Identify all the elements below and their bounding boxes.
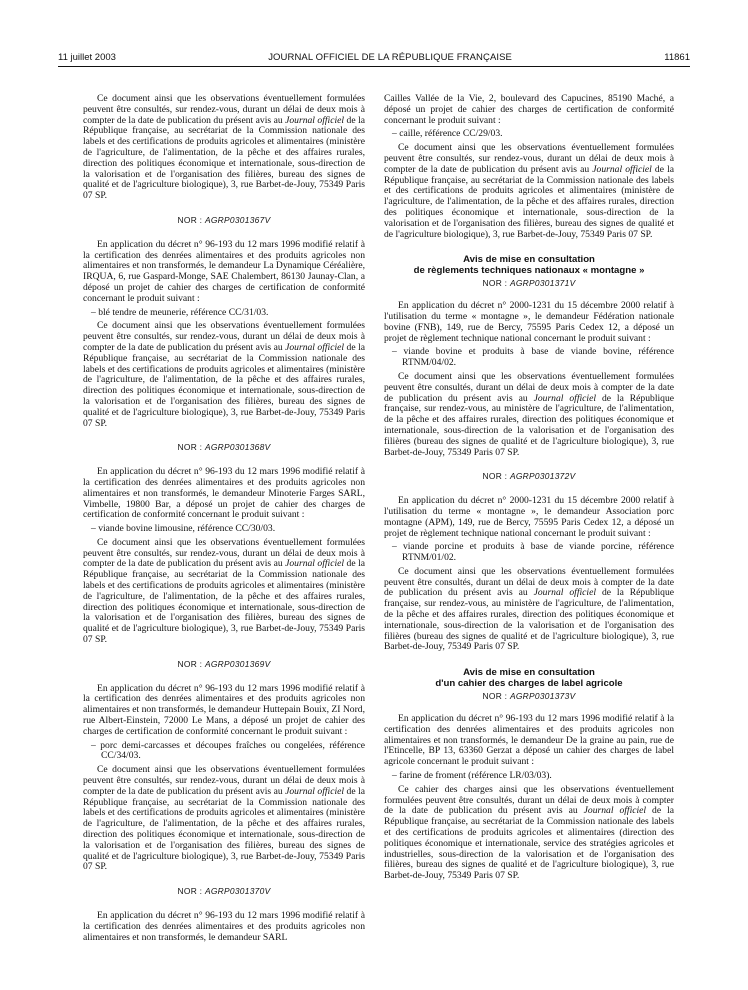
paragraph: Ce document ainsi que les observations éventuellement formulées peuvent être consultés, durant un délai de deux mois à compter de la date de publication du présent avis au Journal officiel de la République française, sur rendez-vous, au ministère de l'agriculture, de l'alimentation, de la pêche et des affaires rurales, direction des politiques économique et internationale, sous-direction de la valorisation et de l'organisation des filières (bureau des signes de qualité et de l'agriculture biologique), 3, rue Barbet-de-Jouy, 75349 Paris 07 SP. bbox=[384, 565, 675, 653]
page-number: 11861 bbox=[664, 51, 690, 63]
paragraph: Ce document ainsi que les observations éventuellement formulées peuvent être consultés, sur rendez-vous, durant un délai de deux mois à compter de la date de publication du présent avis au Journal officiel de la République française, au secrétariat de la Commission nationale des labels et des certifications de produits agricoles et alimentaires (ministère de l'agriculture, de l'alimentation, de la pêche et des affaires rurales, direction des politiques économique et internationale, sous-direction de la valorisation et de l'organisation des filières, bureau des signes de qualité et de l'agriculture biologique), 3, rue Barbet-de-Jouy, 75349 Paris 07 SP. bbox=[83, 536, 365, 646]
nor-code: AGRP0301368V bbox=[204, 442, 271, 453]
section-heading bbox=[384, 254, 674, 276]
nor-prefix: NOR : bbox=[482, 471, 508, 482]
heading-line: d'un cahier des charges de label agricole bbox=[435, 678, 623, 690]
section-heading bbox=[384, 667, 674, 689]
header-date: 11 juillet 2003 bbox=[58, 51, 116, 63]
nor-reference bbox=[83, 659, 365, 670]
heading-line: de règlements techniques nationaux « montagne » bbox=[413, 265, 645, 277]
nor-code: AGRP0301369V bbox=[204, 658, 271, 669]
paragraph: En application du décret n° 96-193 du 12 mars 1996 modifié relatif à la certification des denrées alimentaires et des produits agricoles non alimentaires et non transformés, le demandeur Huttepain Bouix, ZI Nord, rue Albert-Einstein, 72000 Le Mans, a déposé un projet de cahier des charges de certification de conformité concernant le produit suivant : bbox=[83, 682, 365, 737]
page-header bbox=[58, 50, 690, 64]
nor-code: AGRP0301367V bbox=[204, 214, 271, 225]
heading-line: Avis de mise en consultation bbox=[463, 254, 595, 266]
paragraph: Ce document ainsi que les observations éventuellement formulées peuvent être consultés, durant un délai de deux mois à compter de la date de publication du présent avis au Journal officiel de la République française, sur rendez-vous, au ministère de l'agriculture, de l'alimentation, de la pêche et des affaires rurales, direction des politiques économique et internationale, sous-direction de la valorisation et de l'organisation des filières (bureau des signes de qualité et de l'agriculture biologique), 3, rue Barbet-de-Jouy, 75349 Paris 07 SP. bbox=[384, 370, 675, 458]
nor-reference bbox=[384, 691, 674, 702]
paragraph: En application du décret n° 96-193 du 12 mars 1996 modifié relatif à la certification des denrées alimentaires et des produits agricoles non alimentaires et non transformés, le demandeur SARL bbox=[83, 910, 365, 943]
nor-prefix: NOR : bbox=[482, 278, 508, 289]
list-item: – viande bovine et produits à base de viande bovine, référence RTNM/04/02. bbox=[392, 346, 674, 369]
list-item: – farine de froment (référence LR/03/03). bbox=[392, 770, 552, 782]
list-item: – caille, référence CC/29/03. bbox=[392, 128, 503, 140]
nor-prefix: NOR : bbox=[482, 691, 508, 702]
paragraph: En application du décret n° 96-193 du 12 mars 1996 modifié relatif à la certification des denrées alimentaires et des produits agricoles non alimentaires et non transformés, le demandeur Minoterie Farges SARL, Vimbelle, 19800 Bar, a déposé un projet de cahier des charges de certification de conformité concernant le produit suivant : bbox=[83, 466, 365, 521]
paragraph: Ce cahier des charges ainsi que les observations éventuellement formulées peuvent être consultés, durant un délai de deux mois à compter de la date de publication du présent avis au Journal officiel de la République française, au secrétariat de la Commission nationale des labels et des certifications de produits agricoles et alimentaires (direction des politiques économique et internationale, service des stratégies agricoles et industrielles, sous-direction de la valorisation et de l'organisation des filières, bureau des signes de qualité et de l'agriculture biologique), 3, rue Barbet-de-Jouy, 75349 Paris 07 SP. bbox=[384, 783, 674, 882]
paragraph: Cailles Vallée de la Vie, 2, boulevard des Capucines, 85190 Maché, a déposé un projet de cahier des charges de certification de conformité concernant le produit suivant : bbox=[384, 93, 674, 126]
nor-reference bbox=[384, 471, 674, 482]
right-column bbox=[384, 94, 674, 885]
nor-prefix: NOR : bbox=[177, 442, 203, 453]
heading-line: Avis de mise en consultation bbox=[463, 667, 595, 679]
paragraph: Ce document ainsi que les observations éventuellement formulées peuvent être consultés, sur rendez-vous, durant un délai de deux mois à compter de la date de publication du présent avis au Journal officiel de la République française, au secrétariat de la Commission nationale des labels et des certifications de produits agricoles et alimentaires (ministère de l'agriculture, de l'alimentation, de la pêche et des affaires rurales, direction des politiques économique et internationale, sous-direction de la valorisation et de l'organisation des filières, bureau des signes de qualité et de l'agriculture biologique), 3, rue Barbet-de-Jouy, 75349 Paris 07 SP. bbox=[384, 142, 674, 240]
list-item: – porc demi-carcasses et découpes fraîches ou congelées, référence CC/34/03. bbox=[91, 739, 365, 762]
nor-code: AGRP0301372V bbox=[509, 471, 576, 482]
list-item: – blé tendre de meunerie, référence CC/31/03. bbox=[91, 306, 269, 318]
left-column bbox=[83, 94, 365, 946]
list-item: – viande bovine limousine, référence CC/30/03. bbox=[91, 523, 276, 535]
nor-reference bbox=[83, 442, 365, 453]
nor-prefix: NOR : bbox=[177, 658, 203, 669]
paragraph: Ce document ainsi que les observations éventuellement formulées peuvent être consultés, sur rendez-vous, durant un délai de deux mois à compter de la date de publication du présent avis au Journal officiel de la République française, au secrétariat de la Commission nationale des labels et des certifications de produits agricoles et alimentaires (ministère de l'agriculture, de l'alimentation, de la pêche et des affaires rurales, direction des politiques économique et internationale, sous-direction de la valorisation et de l'organisation des filières, bureau des signes de qualité et de l'agriculture biologique), 3, rue Barbet-de-Jouy, 75349 Paris 07 SP. bbox=[83, 93, 365, 202]
nor-prefix: NOR : bbox=[177, 886, 203, 897]
nor-code: AGRP0301371V bbox=[509, 278, 576, 289]
nor-code: AGRP0301373V bbox=[509, 691, 576, 702]
nor-reference bbox=[83, 215, 365, 226]
header-rule bbox=[58, 66, 690, 67]
paragraph: En application du décret n° 2000-1231 du 15 décembre 2000 relatif à l'utilisation du terme « montagne », le demandeur Association porc montagne (APM), 149, rue de Bercy, 75595 Paris Cedex 12, a déposé un projet de règlement technique national concernant le produit suivant : bbox=[384, 495, 674, 539]
nor-reference bbox=[384, 278, 674, 289]
list-item: – viande porcine et produits à base de viande porcine, référence RTNM/01/02. bbox=[392, 541, 674, 564]
header-title: JOURNAL OFFICIEL DE LA RÉPUBLIQUE FRANÇAISE bbox=[268, 51, 512, 63]
paragraph: En application du décret n° 96-193 du 12 mars 1996 modifié relatif à la certification des denrées alimentaires et des produits agricoles non alimentaires et non transformés, le demandeur La Dynamique Céréalière, IRQUA, 6, rue Gaspard-Monge, SAE Chalembert, 86130 Jaunay-Clan, a déposé un projet de cahier des charges de certification de conformité concernant le produit suivant : bbox=[83, 238, 365, 304]
nor-code: AGRP0301370V bbox=[204, 886, 271, 897]
paragraph: Ce document ainsi que les observations éventuellement formulées peuvent être consultés, sur rendez-vous, durant un délai de deux mois à compter de la date de publication du présent avis au Journal officiel de la République française, au secrétariat de la Commission nationale des labels et des certifications de produits agricoles et alimentaires (ministère de l'agriculture, de l'alimentation, de la pêche et des affaires rurales, direction des politiques économique et internationale, sous-direction de la valorisation et de l'organisation des filières, bureau des signes de qualité et de l'agriculture biologique), 3, rue Barbet-de-Jouy, 75349 Paris 07 SP. bbox=[83, 764, 365, 873]
nor-reference bbox=[83, 886, 365, 897]
nor-prefix: NOR : bbox=[177, 214, 203, 225]
paragraph: En application du décret n° 96-193 du 12 mars 1996 modifié relatif à la certification des denrées alimentaires et des produits agricoles non alimentaires et non transformés, le demandeur De la graine au pain, rue de l'Etincelle, BP 13, 63360 Gerzat a déposé un cahier des charges de label agricole concernant le produit suivant : bbox=[384, 713, 674, 768]
paragraph: En application du décret n° 2000-1231 du 15 décembre 2000 relatif à l'utilisation du terme « montagne », le demandeur Fédération nationale bovine (FNB), 149, rue de Bercy, 75595 Paris Cedex 12, a déposé un projet de règlement technique national concernant le produit suivant : bbox=[384, 300, 674, 344]
paragraph: Ce document ainsi que les observations éventuellement formulées peuvent être consultés, sur rendez-vous, durant un délai de deux mois à compter de la date de publication du présent avis au Journal officiel de la République française, au secrétariat de la Commission nationale des labels et des certifications de produits agricoles et alimentaires (ministère de l'agriculture, de l'alimentation, de la pêche et des affaires rurales, direction des politiques économique et internationale, sous-direction de la valorisation et de l'organisation des filières, bureau des signes de qualité et de l'agriculture biologique), 3, rue Barbet-de-Jouy, 75349 Paris 07 SP. bbox=[83, 320, 365, 429]
